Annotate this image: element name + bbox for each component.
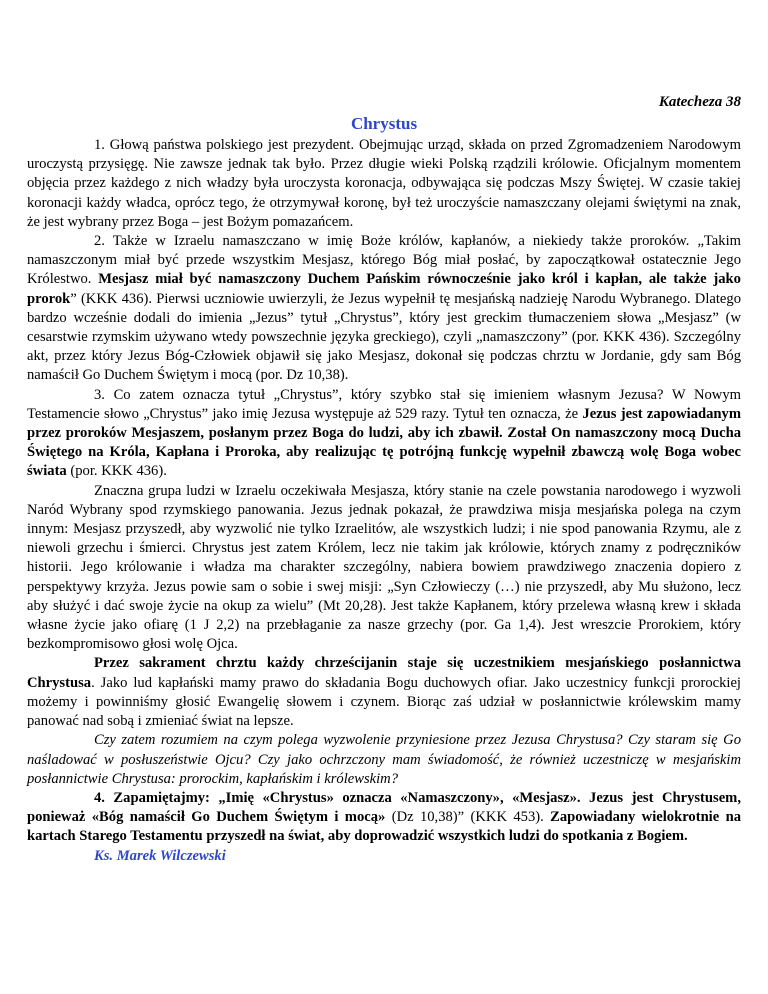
bold-text: Zapowiadany wielokrotnie na kartach Starego Testamentu przyszedł na świat, aby doprowadzić wszystkich ludzi do spotkania z Bogiem.	[27, 809, 741, 845]
text-span: 1. Głową państwa polskiego jest prezydent. Obejmując urząd, składa on przed Zgromadzeniem Narodowym uroczystą przysięgę. Nie zawsze jednak tak było. Przez długie wieki Polską rządzili królowie. Oficjalnym momentem objęcia przez każdego z nich władzy była uroczysta koronacja, odbywająca się podczas Mszy Świętej. W czasie takiej koronacji każdy władca, oprócz tego, że otrzymywał koronę, był też uroczyście namaszczany olejami świętymi na znak, że jest wybrany przez Boga – jest Bożym pomazańcem.	[27, 137, 741, 230]
paragraph	[27, 789, 741, 847]
text-span: (por. KKK 436).	[66, 463, 167, 480]
bold-text: Mesjasz miał być namaszczony Duchem Pańskim równocześnie jako król i kapłan, ale także jako prorok	[27, 271, 741, 307]
bold-text: Jezus jest zapowiadanym przez proroków Mesjaszem, posłanym przez Boga do ludzi, aby ich zbawił. Został On namaszczony mocą Ducha Świętego na Króla, Kapłana i Proroka, aby realizując tę potrójną funkcję wypełnił zbawczą wolę Boga wobec świata	[27, 405, 741, 480]
text-span: Czy zatem rozumiem na czym polega wyzwolenie przyniesione przez Jezusa Chrystusa? Czy staram się Go naśladować w posłuszeństwie Ojcu? Czy jako ochrzczony mam świadomość, że również uczestniczę w mesjańskim posłannictwie Chrystusa: prorockim, kapłańskim i królewskim?	[27, 732, 741, 787]
bold-text: Przez sakrament chrztu każdy chrześcijanin staje się uczestnikiem mesjańskiego posłannictwa Chrystusa	[27, 655, 741, 691]
document-title: Chrystus	[350, 114, 418, 133]
text-span: Znaczna grupa ludzi w Izraelu oczekiwała Mesjasza, który stanie na czele powstania narodowego i wyzwoli Naród Wybrany spod rzymskiego panowania. Jezus jednak pokazał, że prawdziwa misja mesjańska polega na czym innym: Mesjasz przyszedł, aby wyzwolić nie tylko Izraelitów, ale wszystkich ludzi; i nie spod panowania Rzymu, ale z niewoli grzechu i śmierci. Chrystus jest zatem Królem, lecz nie takim jak królowie, których znamy z podręczników historii. Jego królowanie i władza ma charakter szczególny, nabiera bowiem prawdziwego znaczenia dopiero z perspektywy krzyża. Jezus powie sam o sobie i swej misji: „Syn Człowieczy (…) nie przyszedł, aby Mu służono, lecz aby służyć i dać swoje życie na okup za wielu” (Mt 20,28). Jest także Kapłanem, który przelewa własną krew i składa własne życie jako ofiarę (1 J 2,2) na przebłaganie za nasze grzechy (por. Ga 1,4). Jest wreszcie Prorokiem, który bezkompromisowo głosi wolę Ojca.	[27, 482, 741, 653]
paragraph	[27, 232, 741, 386]
bold-text: 4. Zapamiętajmy: „Imię «Chrystus» oznacza «Namaszczony», «Mesjasz». Jezus jest Chrystusem, ponieważ «Bóg namaścił Go Duchem Świętym i mocą»	[27, 789, 741, 826]
paragraph	[27, 731, 741, 789]
paragraph	[27, 136, 741, 232]
paragraph	[27, 654, 741, 731]
document-body	[27, 136, 741, 847]
text-span: 2. Także w Izraelu namaszczano w imię Boże królów, kapłanów, a niekiedy także proroków. „Takim namaszczonym miał być przede wszystkim Mesjasz, którego Bóg miał posłać, by zapoczątkował ostatecznie Jego Królestwo.	[27, 233, 741, 288]
text-span: . Jako lud kapłański mamy prawo do składania Bogu duchowych ofiar. Jako uczestnicy funkcji prorockiej możemy i powinniśmy głosić Ewangelię słowem i czynem. Biorąc zaś udział w posłannictwie królewskim mamy panować nad sobą i zmieniać świat na lepsze.	[27, 674, 741, 730]
text-span: (Dz 10,38)” (KKK 453).	[385, 809, 551, 826]
author-signature: Ks. Marek Wilczewski	[94, 847, 226, 864]
paragraph	[27, 482, 741, 655]
lesson-number: Katecheza 38	[658, 94, 741, 110]
paragraph	[27, 386, 741, 482]
text-span: 3. Co zatem oznacza tytuł „Chrystus”, który szybko stał się imieniem własnym Jezusa? W Nowym Testamencie słowo „Chrystus” jako imię Jezusa występuje aż 529 razy. Tytuł ten oznacza, że	[27, 386, 741, 422]
text-span: ” (KKK 436). Pierwsi uczniowie uwierzyli, że Jezus wypełnił tę mesjańską nadzieję Narodu Wybranego. Dlatego bardzo wcześnie dodali do imienia „Jezus” tytuł „Chrystus”, który jest greckim tłumaczeniem słowa „Mesjasz” (w cesarstwie rzymskim używano wtedy powszechnie języka greckiego), czyli „namaszczony” (por. KKK 436). Szczególny akt, przez który Jezus Bóg-Człowiek objawił się jako Mesjasz, dokonał się podczas chrztu w Jordanie, gdy sam Bóg namaścił Go Duchem Świętym i mocą (por. Dz 10,38).	[27, 290, 741, 384]
document-page	[27, 93, 741, 866]
